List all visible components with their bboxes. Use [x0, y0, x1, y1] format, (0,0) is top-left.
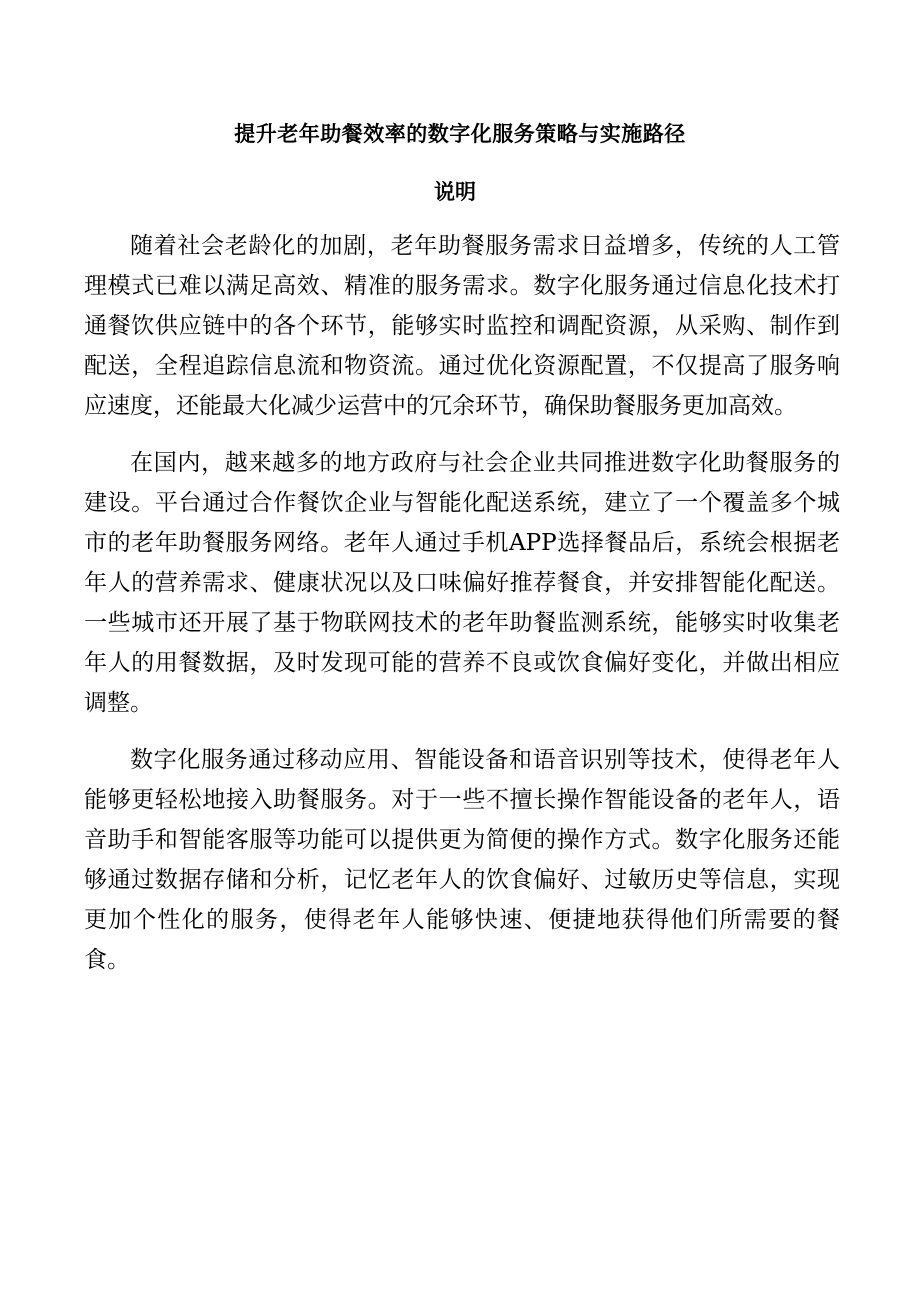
paragraph-1: 随着社会老龄化的加剧，老年助餐服务需求日益增多，传统的人工管理模式已难以满足高效、精准的服务需求。数字化服务通过信息化技术打通餐饮供应链中的各个环节，能够实时监控和调配资源，从采购、制作到配送，全程追踪信息流和物资流。通过优化资源配置，不仅提高了服务响应速度，还能最大化减少运营中的冗余环节，确保助餐服务更加高效。	[84, 233, 840, 419]
paragraph-2: 在国内，越来越多的地方政府与社会企业共同推进数字化助餐服务的建设。平台通过合作餐饮企业与智能化配送系统，建立了一个覆盖多个城市的老年助餐服务网络。老年人通过手机APP选择餐品后，系统会根据老年人的营养需求、健康状况以及口味偏好推荐餐食，并安排智能化配送。一些城市还开展了基于物联网技术的老年助餐监测系统，能够实时收集老年人的用餐数据，及时发现可能的营养不良或饮食偏好变化，并做出相应调整。	[84, 450, 840, 716]
document-title: 提升老年助餐效率的数字化服务策略与实施路径	[234, 121, 686, 146]
paragraph-3: 数字化服务通过移动应用、智能设备和语音识别等技术，使得老年人能够更轻松地接入助餐服务。对于一些不擅长操作智能设备的老年人，语音助手和智能客服等功能可以提供更为简便的操作方式。数字化服务还能够通过数据存储和分析，记忆老年人的饮食偏好、过敏历史等信息，实现更加个性化的服务，使得老年人能够快速、便捷地获得他们所需要的餐食。	[84, 747, 840, 973]
document-body	[84, 226, 840, 980]
section-heading: 说明	[434, 179, 476, 204]
